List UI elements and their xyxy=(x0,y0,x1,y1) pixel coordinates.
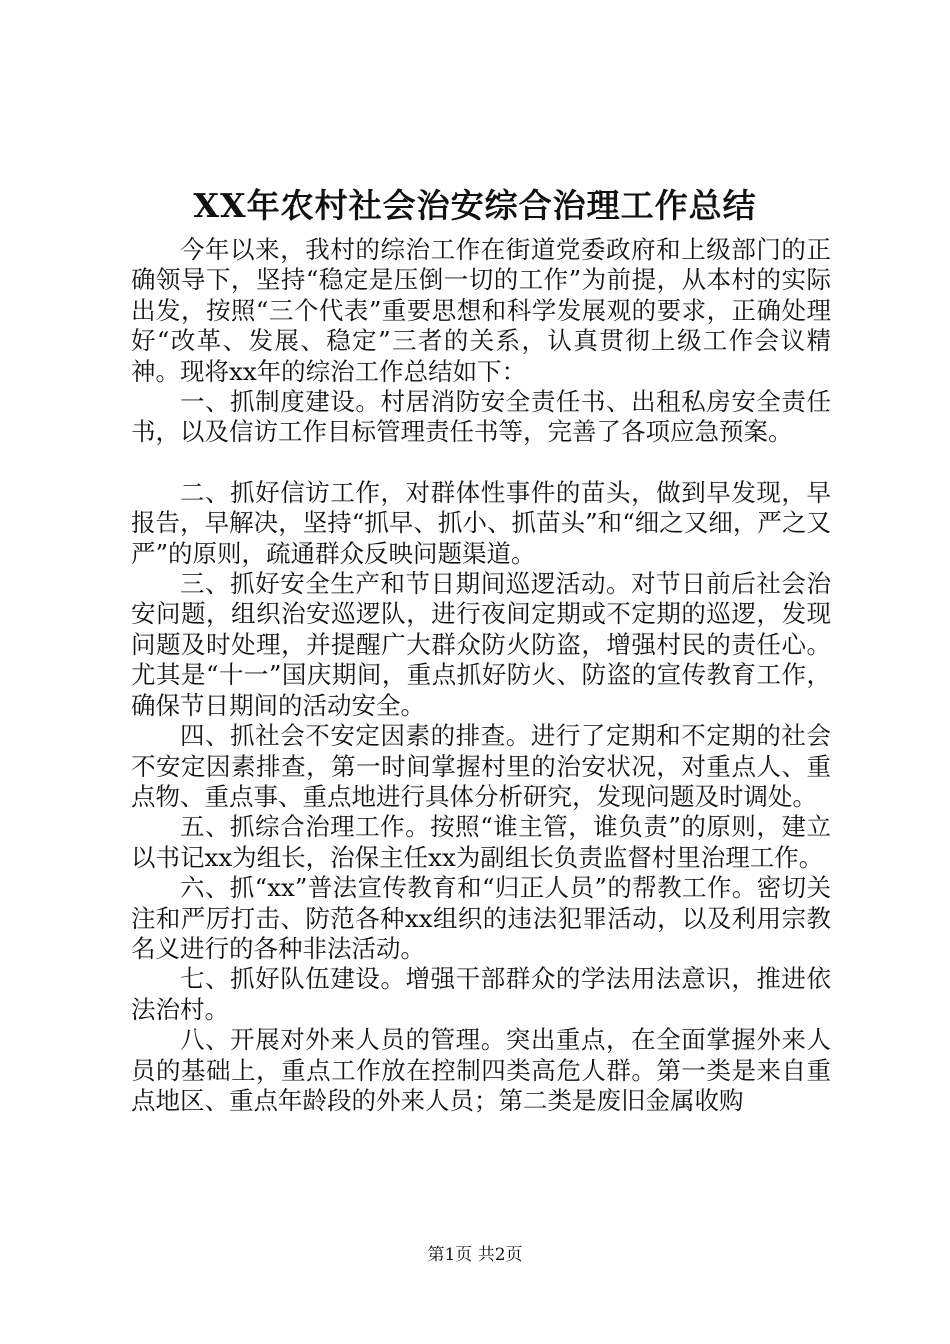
paragraph-item-5: 五、抓综合治理工作。按照“谁主管，谁负责”的原则，建立以书记xx为组长，治保主任xx为副组长负责监督村里治理工作。 xyxy=(131,812,831,872)
paragraph-item-6: 六、抓“xx”普法宣传教育和“归正人员”的帮教工作。密切关注和严厉打击、防范各种xx组织的违法犯罪活动，以及利用宗教名义进行的各种非法活动。 xyxy=(131,873,831,963)
paragraph-item-7: 七、抓好队伍建设。增强干部群众的学法用法意识，推进依法治村。 xyxy=(131,964,831,1024)
paragraph-item-2: 二、抓好信访工作，对群体性事件的苗头，做到早发现，早报告，早解决，坚持“抓早、抓小、抓苗头”和“细之又细，严之又严”的原则，疏通群众反映问题渠道。 xyxy=(131,477,831,568)
paragraph-item-4: 四、抓社会不安定因素的排查。进行了定期和不定期的社会不安定因素排查，第一时间掌握村里的治安状况，对重点人、重点物、重点事、重点地进行具体分析研究，发现问题及时调处。 xyxy=(131,721,831,811)
paragraph-item-8: 八、开展对外来人员的管理。突出重点，在全面掌握外来人员的基础上，重点工作放在控制四类高危人群。第一类是来自重点地区、重点年龄段的外来人员；第二类是废旧金属收购 xyxy=(131,1025,831,1115)
paragraph-item-3: 三、抓好安全生产和节日期间巡逻活动。对节日前后社会治安问题，组织治安巡逻队，进行夜间定期或不定期的巡逻，发现问题及时处理，并提醒广大群众防火防盗，增强村民的责任心。尤其是“十一”国庆期间，重点抓好防火、防盗的宣传教育工作，确保节日期间的活动安全。 xyxy=(131,569,831,720)
paragraph-item-1: 一、抓制度建设。村居消防安全责任书、出租私房安全责任书，以及信访工作目标管理责任书等，完善了各项应急预案。 xyxy=(131,387,831,447)
paragraph-intro: 今年以来，我村的综治工作在街道党委政府和上级部门的正确领导下，坚持“稳定是压倒一切的工作”为前提，从本村的实际出发，按照“三个代表”重要思想和科学发展观的要求，正确处理好“改革、发展、稳定”三者的关系，认真贯彻上级工作会议精神。现将xx年的综治工作总结如下： xyxy=(131,235,831,386)
page-number-footer: 第1页 共2页 xyxy=(427,1245,523,1265)
document-title: XX年农村社会治安综合治理工作总结 xyxy=(193,186,757,225)
document-body xyxy=(131,235,831,1116)
